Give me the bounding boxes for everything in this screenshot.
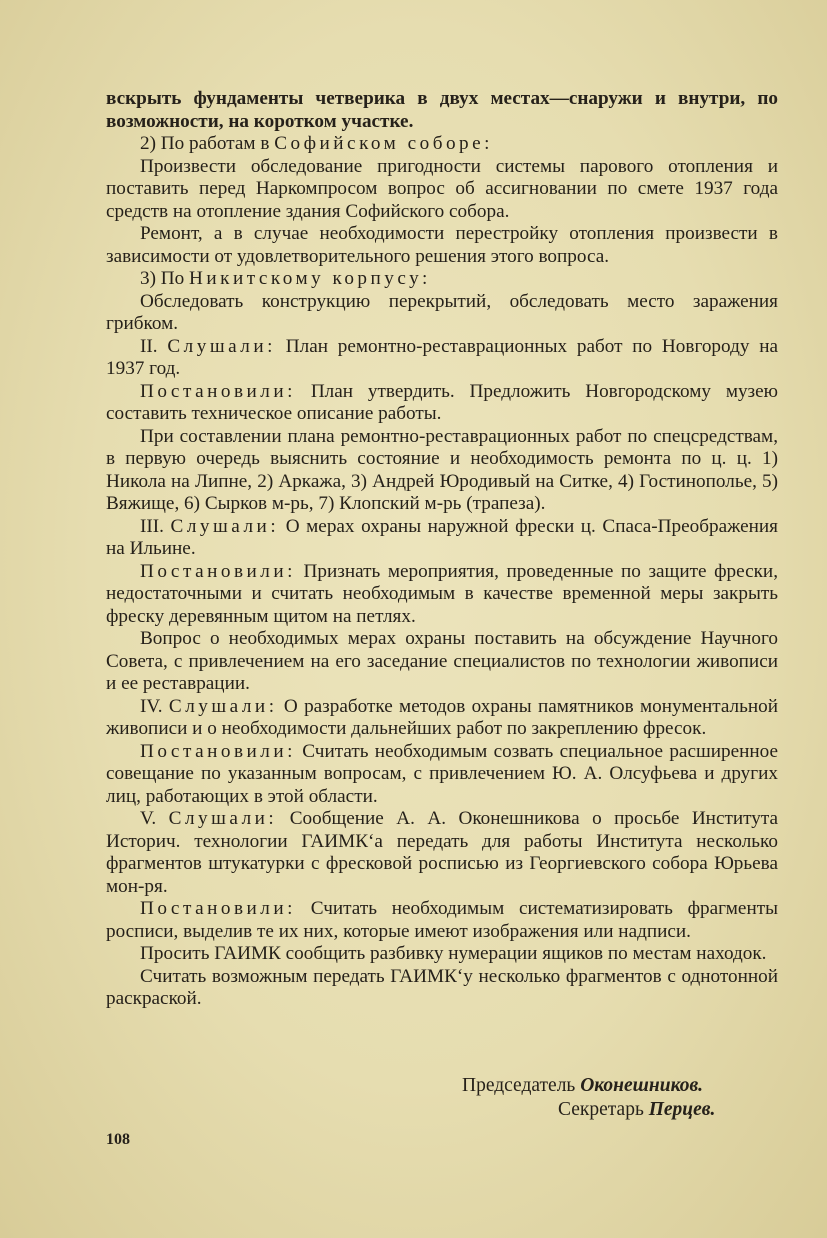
spaced-heading-text: Постановили: [140, 560, 296, 582]
body-text [106, 88, 778, 1011]
signature-secretary [558, 1098, 715, 1122]
paragraph-text: II. [140, 335, 168, 357]
spaced-heading-text: Софийском соборе: [274, 133, 493, 154]
paragraph [106, 943, 778, 966]
page-number: 108 [106, 1131, 130, 1148]
paragraph-text: Считать необходимым систематизировать фрагменты росписи, выделив те их них, которые имеют изображения или надписи. [106, 898, 778, 942]
signature-name: Оконешников. [580, 1075, 704, 1096]
paragraph [106, 268, 778, 291]
paragraph-text: V. [140, 808, 169, 829]
spaced-heading-text: Слушали: [168, 695, 278, 717]
paragraph-text: Ремонт, а в случае необходимости перестройку отопления произвести в зависимости от удовлетворительного решения этого вопроса. [106, 223, 778, 267]
paragraph [106, 88, 778, 133]
signature-role: Секретарь [558, 1099, 644, 1120]
paragraph-text: План утвердить. Предложить Новгородскому музею составить техническое описание работы. [106, 380, 778, 424]
paragraph [106, 628, 778, 696]
paragraph [106, 223, 778, 268]
paragraph-text: Обследовать конструкцию перекрытий, обследовать место заражения грибком. [106, 290, 778, 334]
paragraph-text: Сообщение А. А. Оконешникова о просьбе Института Историч. технологии ГАИМК‘а передать для работы Института несколько фрагментов штукатурки с фресковой росписью из Георгиевского собора Юрьева мон-ря. [106, 808, 778, 897]
paragraph-text: IV. [140, 695, 169, 717]
paragraph [106, 381, 778, 426]
paragraph-text: О мерах охраны наружной фрески ц. Спаса-Преображения на Ильине. [106, 515, 778, 559]
spaced-heading-text: Слушали: [170, 515, 280, 537]
paragraph [106, 156, 778, 224]
paragraph-text: 3) По [140, 268, 190, 289]
paragraph-text: О разработке методов охраны памятников монументальной живописи и о необходимости дальнейших работ по закреплению фресок. [106, 695, 779, 739]
paragraph [106, 291, 778, 336]
paragraph [106, 808, 778, 898]
paragraph-text: Вопрос о необходимых мерах охраны поставить на обсуждение Научного Совета, с привлечением на его заседание специалистов по технологии живописи и ее реставрации. [106, 628, 778, 694]
paragraph-text: Считать необходимым созвать специальное расширенное совещание по указанным вопросам, с привлечением Ю. А. Олсуфьева и других лиц, работающих в этой области. [106, 740, 778, 807]
paragraph-text: Считать возможным передать ГАИМК‘у несколько фрагментов с однотонной раскраской. [106, 965, 778, 1009]
spaced-heading-text: Слушали: [168, 808, 278, 829]
spaced-heading-text: Постановили: [140, 380, 296, 402]
spaced-heading-text: Слушали: [167, 335, 276, 357]
signature-chairman [462, 1074, 703, 1098]
paragraph-text: При составлении плана ремонтно-реставрационных работ по спецсредствам, в первую очередь выяснить состояние и необходимость ремонта по ц. ц. 1) Никола на Липне, 2) Аркажа, 3) Андрей Юродивый на Ситке, 4) Гостинополье, 5) Вяжище, 6) Сырков м-рь, 7) Клопский м-рь (трапеза). [106, 425, 778, 514]
paragraph [106, 133, 778, 156]
spaced-heading-text: Постановили: [140, 898, 296, 919]
spaced-heading-text: Никитскому корпусу: [189, 268, 431, 289]
paragraph-text: III. [140, 515, 171, 537]
paragraph-text: Просить ГАИМК сообщить разбивку нумерации ящиков по местам находок. [140, 943, 767, 964]
paragraph-text: вскрыть фундаменты четверика в двух местах—снаружи и внутри, по возможности, на коротком участке. [106, 88, 778, 132]
signature-name: Перцев. [648, 1099, 716, 1120]
paragraph [106, 898, 778, 943]
paragraph [106, 516, 778, 561]
paragraph-text: 2) По работам в [140, 133, 275, 154]
paragraph [106, 741, 778, 809]
spaced-heading-text: Постановили: [140, 740, 296, 762]
paragraph [106, 561, 778, 629]
paragraph-text: План ремонтно-реставрационных работ по Новгороду на 1937 год. [106, 335, 778, 379]
signature-role: Председатель [462, 1075, 576, 1096]
paragraph [106, 696, 778, 741]
paragraph [106, 426, 778, 516]
paragraph [106, 966, 778, 1011]
paragraph [106, 336, 778, 381]
paragraph-text: Признать мероприятия, проведенные по защите фрески, недостаточными и считать необходимым в качестве временной меры закрыть фреску деревянным щитом на петлях. [106, 560, 778, 627]
paragraph-text: Произвести обследование пригодности системы парового отопления и поставить перед Наркомпросом вопрос об ассигновании по смете 1937 года средств на отопление здания Софийского собора. [106, 155, 778, 222]
